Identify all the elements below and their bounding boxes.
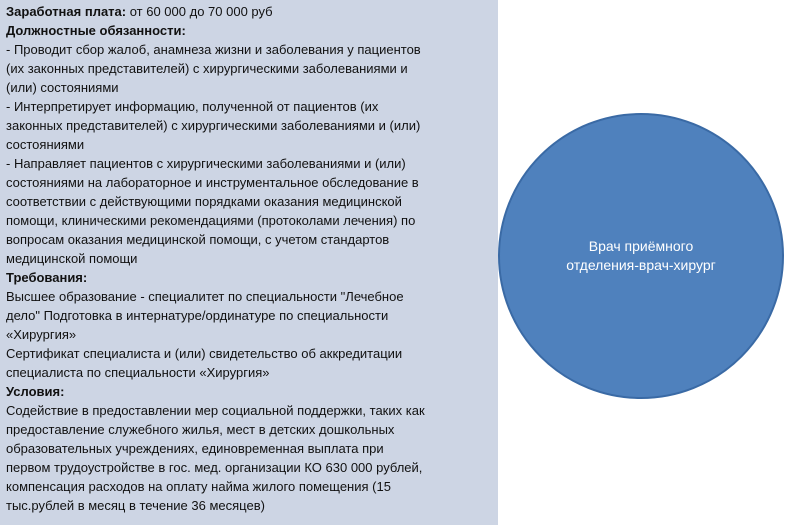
duties-line: (их законных представителей) с хирургическими заболеваниями и bbox=[6, 61, 408, 76]
duties-line: - Интерпретирует информацию, полученной от пациентов (их bbox=[6, 99, 379, 114]
conditions-line: образовательных учреждениях, единовременная выплата при bbox=[6, 441, 384, 456]
requirements-line: Сертификат специалиста и (или) свидетельство об аккредитации bbox=[6, 346, 403, 361]
duties-line: состояниями на лабораторное и инструментальное обследование в bbox=[6, 175, 419, 190]
conditions-line: первом трудоустройстве в гос. мед. организации КО 630 000 рублей, bbox=[6, 460, 423, 475]
salary-label: Заработная плата: bbox=[6, 4, 127, 19]
duties-line: помощи, клиническими рекомендациями (протоколами лечения) по bbox=[6, 213, 416, 228]
duties-line: соответствии с действующими порядками оказания медицинской bbox=[6, 194, 402, 209]
position-title-line-1: Врач приёмного bbox=[588, 238, 694, 254]
requirements-line: дело" Подготовка в интернатуре/ординатуре по специальности bbox=[6, 308, 389, 323]
requirements-heading: Требования: bbox=[6, 270, 88, 285]
duties-line: медицинской помощи bbox=[6, 251, 138, 266]
position-title-circle bbox=[498, 113, 784, 399]
duties-line: - Направляет пациентов с хирургическими заболеваниями и (или) bbox=[6, 156, 406, 171]
conditions-line: Содействие в предоставлении мер социальной поддержки, таких как bbox=[6, 403, 425, 418]
duties-heading: Должностные обязанности: bbox=[6, 23, 186, 38]
duties-line: (или) состояниями bbox=[6, 80, 119, 95]
requirements-line: Высшее образование - специалитет по специальности "Лечебное bbox=[6, 289, 404, 304]
duties-line: вопросам оказания медицинской помощи, с учетом стандартов bbox=[6, 232, 390, 247]
conditions-line: компенсация расходов на оплату найма жилого помещения (15 bbox=[6, 479, 391, 494]
salary-line bbox=[6, 2, 494, 21]
conditions-heading: Условия: bbox=[6, 384, 65, 399]
conditions-line: тыс.рублей в месяц в течение 36 месяцев) bbox=[6, 498, 265, 513]
duties-line: законных представителей) с хирургическими заболеваниями и (или) bbox=[6, 118, 421, 133]
conditions-line: предоставление служебного жилья, мест в детских дошкольных bbox=[6, 422, 395, 437]
salary-value: от 60 000 до 70 000 руб bbox=[126, 4, 273, 19]
duties-line: - Проводит сбор жалоб, анамнеза жизни и заболевания у пациентов bbox=[6, 42, 421, 57]
position-title-line-2: отделения-врач-хирург bbox=[566, 257, 716, 273]
requirements-line: «Хирургия» bbox=[6, 327, 77, 342]
duties-line: состояниями bbox=[6, 137, 85, 152]
requirements-line: специалиста по специальности «Хирургия» bbox=[6, 365, 270, 380]
